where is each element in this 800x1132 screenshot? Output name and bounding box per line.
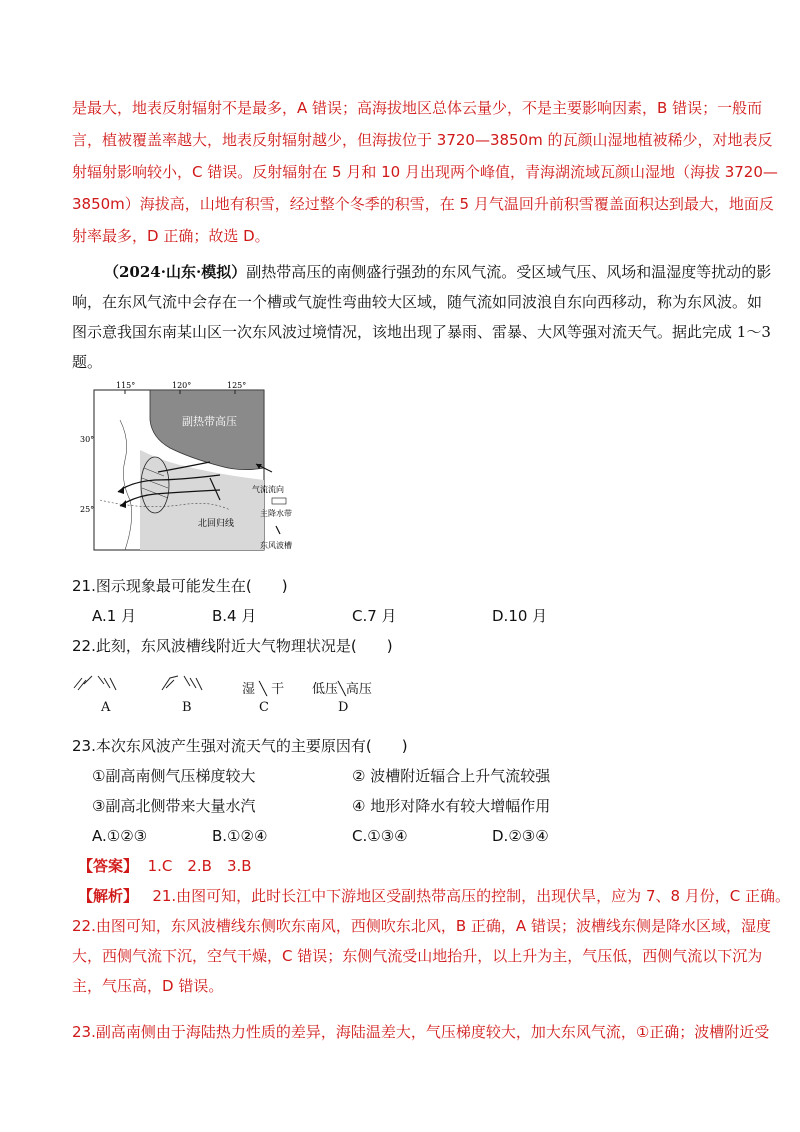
tropic-label: 北回归线: [198, 519, 235, 529]
solution-line-3: 射辐射影响较小，C 错误。反射辐射在 5 月和 10 月出现两个峰值，青海湖流域瓦颜山湿地（海拔 3720—: [72, 163, 778, 181]
analysis-line-3: 大，西侧气流下沉，空气干燥，C 错误；东侧气流受山地抬升，以上升为主，气压低，西侧气流以下沉为: [72, 947, 763, 965]
lat-label-30: 30°: [80, 435, 95, 444]
q22-option-d-figure[interactable]: 低压╲高压: [312, 682, 372, 697]
q22-option-b-figure[interactable]: [156, 670, 216, 698]
q22-option-d-letter: D: [338, 700, 349, 715]
legend-trough-symbol: [276, 526, 280, 534]
intro-line-3: 图示意我国东南某山区一次东风波过境情况，该地出现了暴雨、雷暴、大风等强对流天气。据此完成 1～3: [72, 323, 771, 341]
q22-d-high: 高压: [345, 682, 372, 697]
intro-source: （2024·山东·模拟）: [104, 263, 247, 281]
solution-line-1: 是最大，地表反射辐射不是最多，A 错误；高海拔地区总体云量少，不是主要影响因素，B 错误；一般而: [72, 99, 763, 117]
legend-rain-symbol: [272, 498, 286, 504]
q23-item-3: ③副高北侧带来大量水汽: [92, 797, 256, 815]
legend-rain-label: 主降水带: [260, 509, 292, 518]
q21-option-d[interactable]: D.10 月: [492, 607, 548, 625]
q22-c-wet: 湿: [242, 682, 256, 697]
answer-text: 1.C 2.B 3.B: [147, 857, 252, 875]
q22-d-low: 低压: [312, 682, 339, 697]
legend-trough-label: 东风波槽: [260, 541, 292, 550]
answer-label: 【答案】: [78, 857, 139, 875]
analysis-label: 【解析】: [78, 887, 139, 905]
analysis-line-2: 22.由图可知，东风波槽线东侧吹东南风，西侧吹东北风，B 正确，A 错误；波槽线东侧是降水区域，湿度: [72, 917, 771, 935]
q22-option-a-letter: A: [101, 700, 111, 715]
high-label: 副热带高压: [182, 415, 237, 428]
q22-option-a-figure[interactable]: [70, 670, 130, 698]
solution-line-4: 3850m）海拔高，山地有积雪，经过整个冬季的积雪，在 5 月气温回升前积雪覆盖面积达到最大，地面反: [72, 195, 774, 213]
q22-option-c-figure[interactable]: 湿 ╲ 干: [242, 682, 285, 697]
q22-option-b-letter: B: [182, 700, 192, 715]
analysis-line-5: 23.副高南侧由于海陆热力性质的差异，海陆温差大，气压梯度较大，加大东风气流，①正确；波槽附近受: [72, 1023, 770, 1041]
answer-line: [78, 856, 252, 876]
intro-line-2: 响，在东风气流中会存在一个槽或气旋性弯曲较大区域，随气流如同波浪自东向西移动，称为东风波。如: [72, 293, 763, 311]
q23-item-2: ② 波槽附近辐合上升气流较强: [352, 767, 551, 785]
q23-item-1: ①副高南侧气压梯度较大: [92, 767, 256, 785]
lat-label-25: 25°: [80, 505, 95, 514]
lon-label-120: 120°: [172, 381, 192, 390]
legend-flow-label: 气流流向: [252, 485, 284, 494]
lon-label-115: 115°: [116, 381, 136, 390]
q23-option-d[interactable]: D.②③④: [492, 827, 549, 845]
q21-option-c[interactable]: C.7 月: [352, 607, 397, 625]
q23-item-4: ④ 地形对降水有较大增幅作用: [352, 797, 551, 815]
analysis-first: 21.由图可知，此时长江中下游地区受副热带高压的控制，出现伏旱，应为 7、8 月份，C 正确。: [152, 887, 791, 905]
analysis-line-4: 主，气压高，D 错误。: [72, 977, 224, 995]
q23-option-b[interactable]: B.①②④: [212, 827, 268, 845]
q23-stem: 23.本次东风波产生强对流天气的主要原因有( ): [72, 737, 408, 755]
q21-stem: 21.图示现象最可能发生在( ): [72, 577, 288, 595]
q22-c-dry: 干: [271, 682, 285, 697]
intro-line-1: [104, 262, 771, 282]
solution-line-5: 射率最多，D 正确；故选 D。: [72, 227, 270, 245]
east-wave-map: [80, 380, 320, 555]
analysis-line-1: [78, 886, 790, 906]
q21-option-b[interactable]: B.4 月: [212, 607, 257, 625]
intro-line-4: 题。: [72, 353, 103, 371]
solution-line-2: 言，植被覆盖率越大，地表反射辐射越少，但海拔位于 3720—3850m 的瓦颜山湿地植被稀少，对地表反: [72, 131, 773, 149]
q22-stem: 22.此刻，东风波槽线附近大气物理状况是( ): [72, 637, 393, 655]
q23-option-c[interactable]: C.①③④: [352, 827, 408, 845]
intro-text-1: 副热带高压的南侧盛行强劲的东风气流。受区域气压、风场和温湿度等扰动的影: [246, 263, 772, 281]
q23-option-a[interactable]: A.①②③: [92, 827, 148, 845]
q22-option-c-letter: C: [259, 700, 269, 715]
lon-label-125: 125°: [227, 381, 247, 390]
q21-option-a[interactable]: A.1 月: [92, 607, 137, 625]
